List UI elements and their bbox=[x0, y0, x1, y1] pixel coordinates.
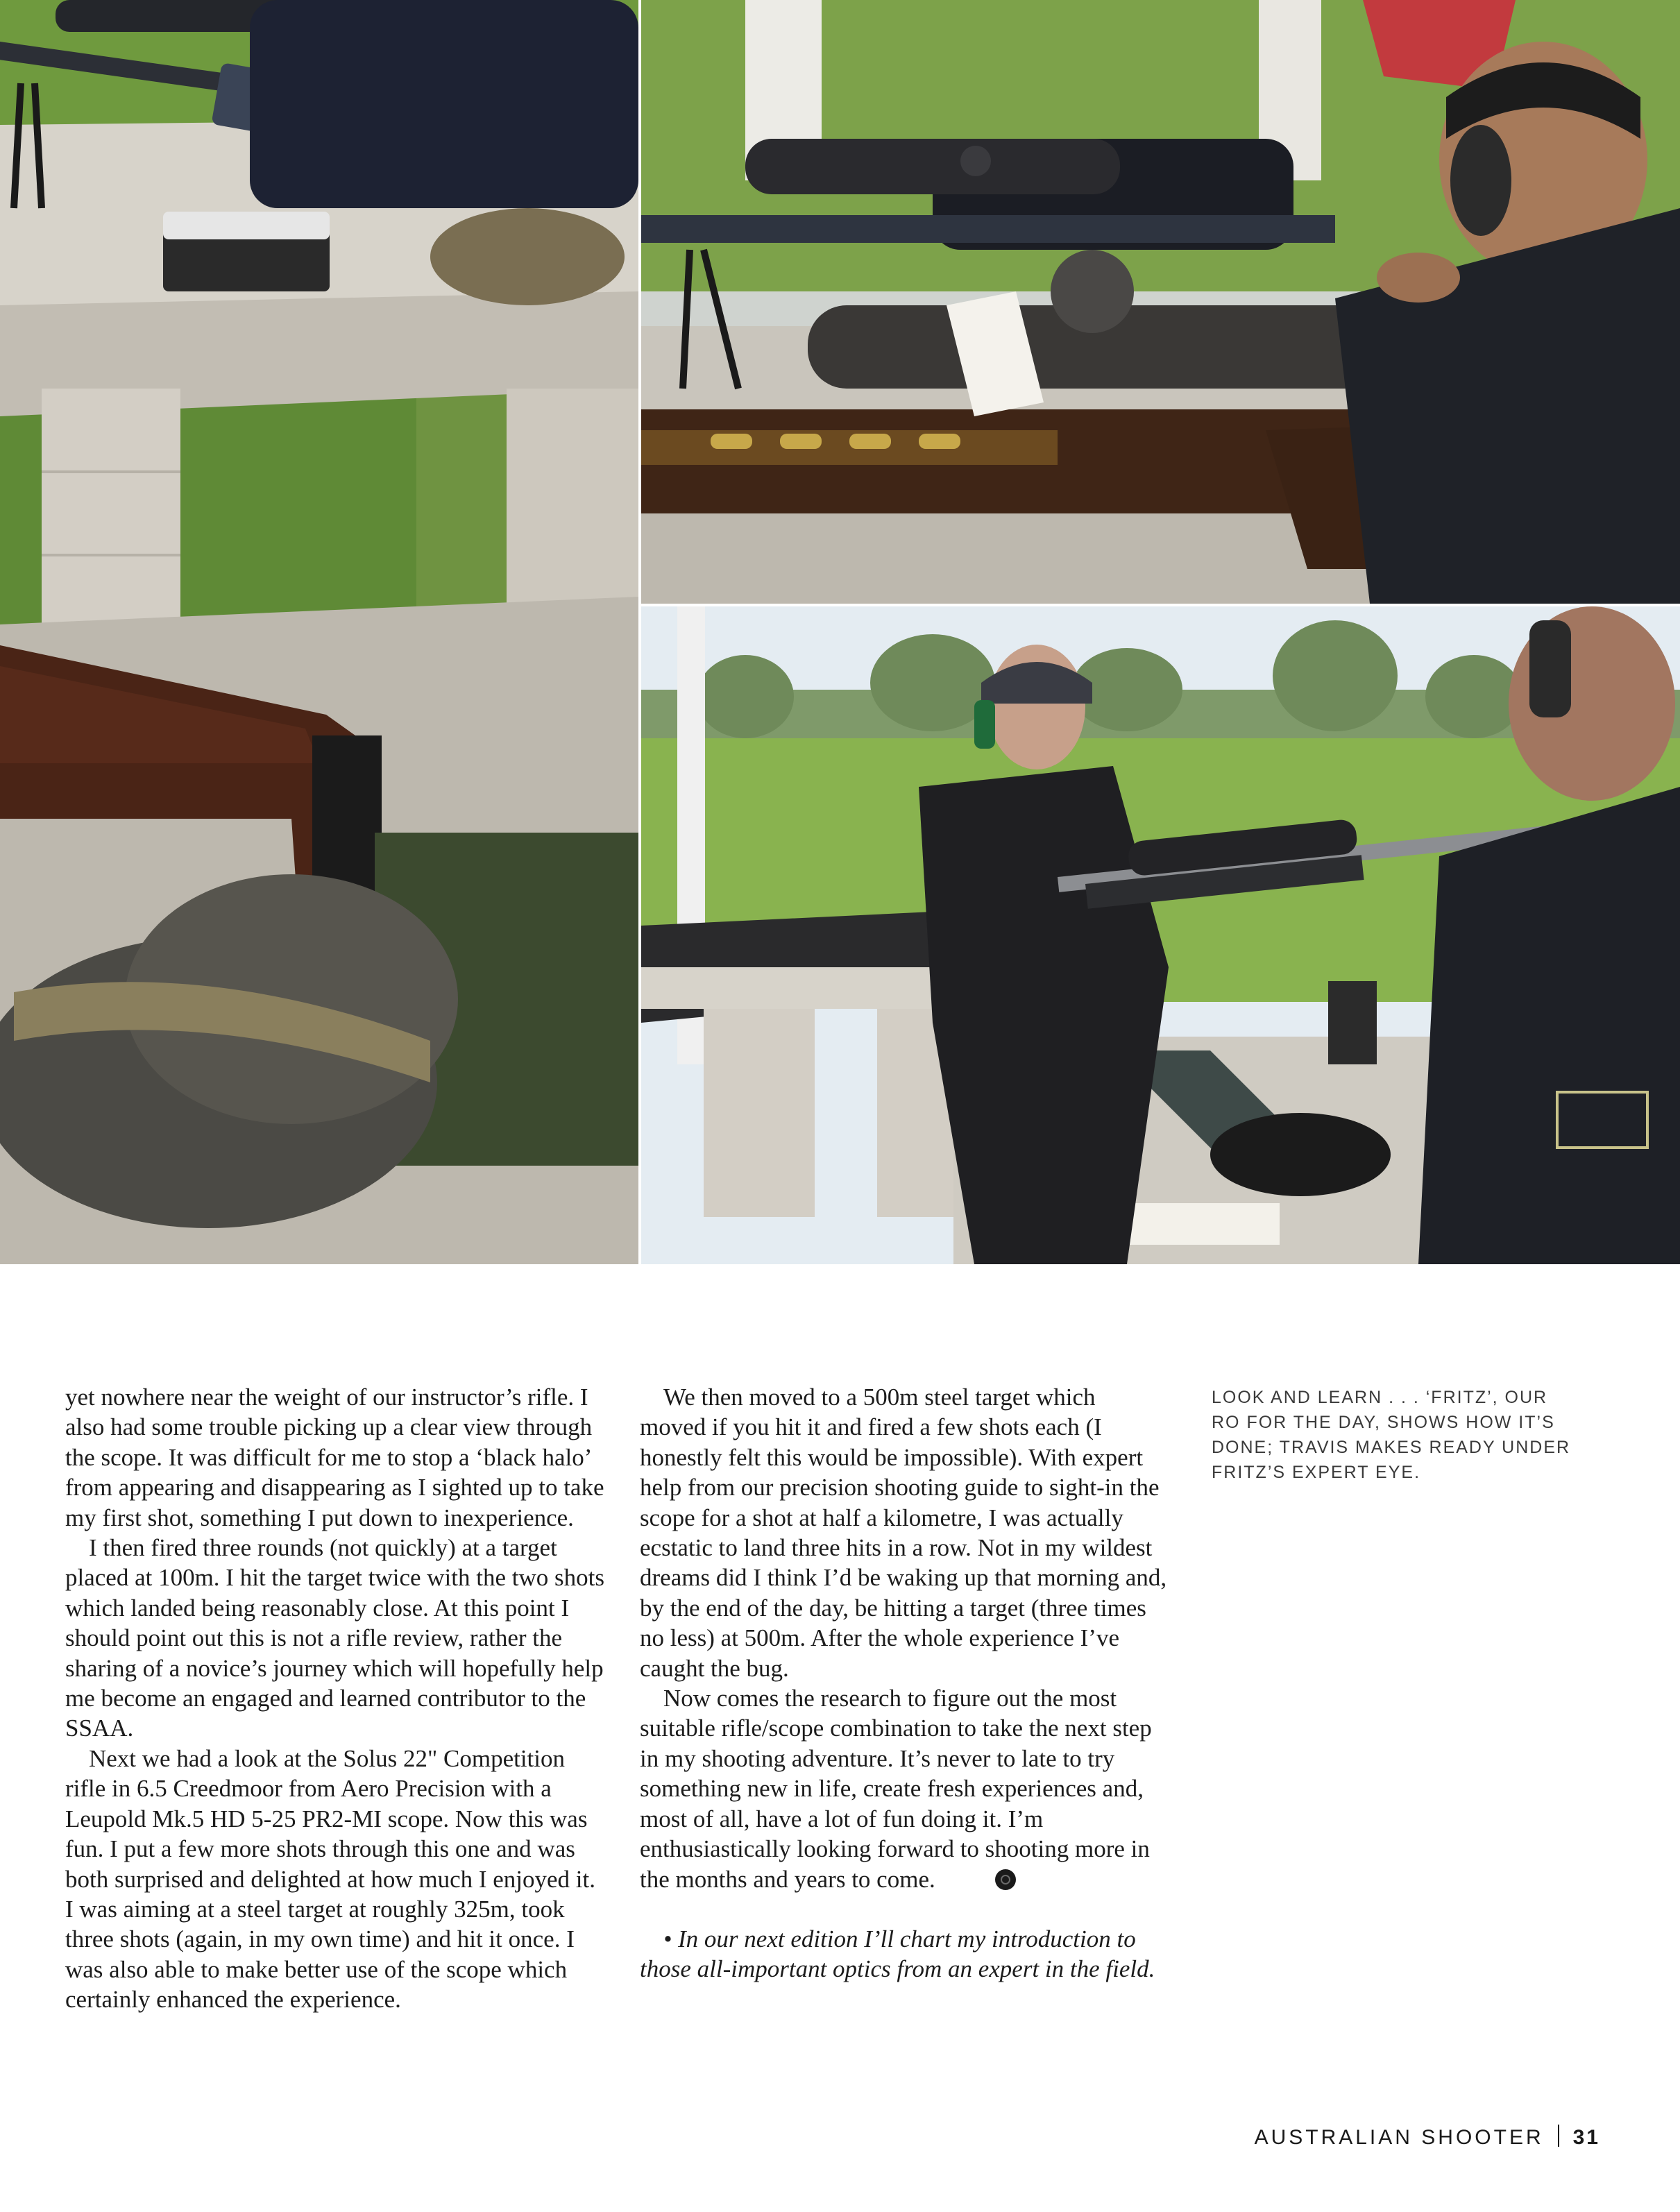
footer-divider bbox=[1558, 2125, 1559, 2147]
article-paragraph-text: Now comes the research to figure out the most suitable rifle/scope combination to take the next step in my shooting adventure. It’s never to late to try something new in life, create fresh experiences and, most of all, have a lot of fun doing it. I’m enthusiastically looking forward to shooting more in the months and years to come. bbox=[640, 1685, 1152, 1893]
photo-travis-ready bbox=[641, 606, 1680, 1264]
page-number: 31 bbox=[1572, 2126, 1600, 2149]
article-column-2 bbox=[640, 1382, 1167, 1984]
next-edition-note: • In our next edition I’ll chart my introduction to those all-important optics from an expert in the field. bbox=[640, 1925, 1155, 1983]
magazine-name: AUSTRALIAN SHOOTER bbox=[1254, 2126, 1544, 2149]
photo-instructor-sighting bbox=[641, 0, 1680, 604]
article-paragraph: yet nowhere near the weight of our instructor’s rifle. I also had some trouble picking up a clear view through the scope. It was difficult for me to stop a ‘black halo’ from appearing and disappearing as I sighted up to take my first shot, something I put down to inexperience. bbox=[65, 1384, 604, 1531]
article-paragraph-final bbox=[640, 1683, 1167, 1894]
end-of-article-icon bbox=[995, 1869, 1016, 1890]
article-paragraph: I then fired three rounds (not quickly) at a target placed at 100m. I hit the target twice with the two shots which landed being reasonably close. At this point I should point out this is not a rifle review, rather the sharing of a novice’s journey which will hopefully help me become an engaged and learned contributor to the SSAA. bbox=[65, 1534, 604, 1742]
article-paragraph: We then moved to a 500m steel target which moved if you hit it and fired a few shots each (I honestly felt this would be impossible). With expert help from our precision shooting guide to sight-in the scope for a shot at half a kilometre, I was actually ecstatic to land three hits in a row. Not in my wildest dreams did I think I’d be waking up that morning and, by the end of the day, be hitting a target (three times no less) at 500m. After the whole experience I’ve caught the bug. bbox=[640, 1384, 1167, 1682]
article-column-1 bbox=[65, 1382, 606, 2015]
photo-rifle-on-bench bbox=[0, 0, 638, 1264]
page-footer bbox=[1255, 2125, 1600, 2150]
photo-caption: LOOK AND LEARN . . . ‘FRITZ’, OUR RO FOR THE DAY, SHOWS HOW IT’S DONE; TRAVIS MAKES READY UNDER FRITZ’S EXPERT EYE. bbox=[1212, 1388, 1571, 1482]
article-paragraph: Next we had a look at the Solus 22" Competition rifle in 6.5 Creedmoor from Aero Precision with a Leupold Mk.5 HD 5-25 PR2-MI scope. Now this was fun. I put a few more shots through this one and was both surprised and delighted at how much I enjoyed it. I was aiming at a steel target at roughly 325m, took three shots (again, in my own time) and hit it once. I was also able to make better use of the scope which certainly enhanced the experience. bbox=[65, 1744, 596, 2014]
